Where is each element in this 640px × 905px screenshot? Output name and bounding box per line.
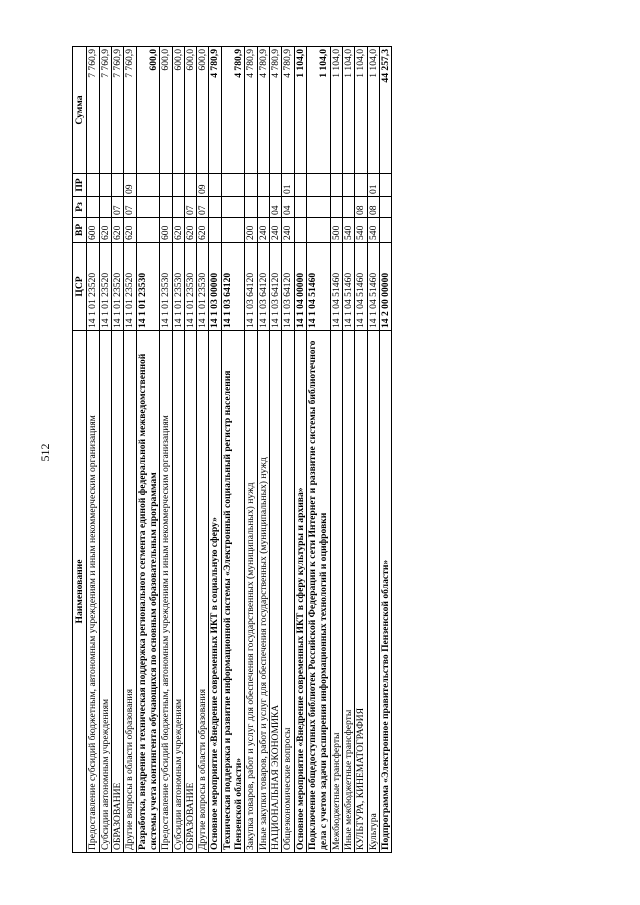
- cell-vr: [209, 218, 221, 243]
- cell-rz: 07: [197, 197, 209, 218]
- cell-vr: 620: [111, 218, 123, 243]
- cell-rz: [136, 197, 160, 218]
- cell-name: Закупка товаров, работ и услуг для обеспечения государственных (муниципальных) нужд: [245, 331, 257, 853]
- cell-pr: [172, 174, 184, 197]
- cell-name: ОБРАЗОВАНИЕ: [184, 331, 196, 853]
- table-row: [172, 47, 184, 853]
- cell-rz: [160, 197, 172, 218]
- cell-sum: 7 760,9: [99, 47, 111, 174]
- cell-name: Другие вопросы в области образования: [197, 331, 209, 853]
- cell-pr: [270, 174, 282, 197]
- cell-pr: [221, 174, 245, 197]
- cell-rz: [99, 197, 111, 218]
- cell-sum: 1 104,0: [355, 47, 367, 174]
- column-header-pr: ПР: [73, 174, 87, 197]
- table-row: [379, 47, 391, 853]
- cell-pr: [294, 174, 306, 197]
- table-row: [87, 47, 99, 853]
- cell-name: КУЛЬТУРА, КИНЕМАТОГРАФИЯ: [355, 331, 367, 853]
- cell-pr: [184, 174, 196, 197]
- cell-pr: [257, 174, 269, 197]
- cell-vr: [221, 218, 245, 243]
- cell-pr: 01: [367, 174, 379, 197]
- cell-name: Субсидии автономным учреждениям: [172, 331, 184, 853]
- cell-vr: 200: [245, 218, 257, 243]
- cell-vr: [379, 218, 391, 243]
- table-row: [184, 47, 196, 853]
- table-row: [197, 47, 209, 853]
- cell-name: ОБРАЗОВАНИЕ: [111, 331, 123, 853]
- cell-csr: 14 1 01 23520: [99, 243, 111, 331]
- table-row: [367, 47, 379, 853]
- cell-rz: [257, 197, 269, 218]
- cell-sum: 600,0: [160, 47, 172, 174]
- cell-vr: [136, 218, 160, 243]
- cell-rz: 08: [367, 197, 379, 218]
- table-row: [136, 47, 160, 853]
- cell-csr: 14 1 01 23530: [136, 243, 160, 331]
- cell-rz: [306, 197, 330, 218]
- cell-vr: 600: [87, 218, 99, 243]
- cell-sum: 1 104,0: [330, 47, 342, 174]
- cell-vr: 600: [160, 218, 172, 243]
- cell-csr: 14 1 04 51460: [306, 243, 330, 331]
- cell-pr: [136, 174, 160, 197]
- cell-name: Разработка, внедрение и техническая поддержка регионального сегмента единой федеральной межведомственной системы учета контингента обучающихся по основным образовательным программам: [136, 331, 160, 853]
- cell-sum: 7 760,9: [124, 47, 136, 174]
- cell-csr: 14 1 01 23530: [197, 243, 209, 331]
- cell-vr: [294, 218, 306, 243]
- cell-sum: 1 104,0: [306, 47, 330, 174]
- page-number: 512: [38, 443, 52, 462]
- cell-rz: [87, 197, 99, 218]
- cell-name: Техническая поддержка и развитие информационной системы «Электронный социальный регистр населения Пензенской области»: [221, 331, 245, 853]
- cell-sum: 1 104,0: [342, 47, 354, 174]
- cell-pr: [111, 174, 123, 197]
- table-row: [124, 47, 136, 853]
- cell-csr: 14 1 03 64120: [257, 243, 269, 331]
- cell-pr: [379, 174, 391, 197]
- cell-vr: 240: [257, 218, 269, 243]
- table-row: [160, 47, 172, 853]
- cell-name: Предоставление субсидий бюджетным, автономным учреждениям и иным некоммерческим организациям: [160, 331, 172, 853]
- cell-rz: [245, 197, 257, 218]
- cell-csr: 14 1 01 23520: [87, 243, 99, 331]
- cell-csr: 14 1 04 00000: [294, 243, 306, 331]
- cell-csr: 14 1 03 64120: [270, 243, 282, 331]
- table-header-row: [73, 47, 87, 853]
- table-row: [282, 47, 294, 853]
- cell-vr: 540: [367, 218, 379, 243]
- cell-pr: 09: [197, 174, 209, 197]
- cell-sum: 600,0: [184, 47, 196, 174]
- cell-sum: 4 780,9: [209, 47, 221, 174]
- cell-pr: [99, 174, 111, 197]
- table-row: [355, 47, 367, 853]
- cell-pr: [87, 174, 99, 197]
- table-body: [87, 47, 392, 853]
- cell-csr: 14 1 03 64120: [245, 243, 257, 331]
- cell-name: Подключение общедоступных библиотек Российской Федерации к сети Интернет и развитие системы библиотечного дела с учетом задачи расширения информационных технологий и оцифровки: [306, 331, 330, 853]
- table-row: [270, 47, 282, 853]
- cell-name: Межбюджетные трансферты: [330, 331, 342, 853]
- cell-rz: 07: [184, 197, 196, 218]
- cell-rz: 07: [111, 197, 123, 218]
- column-header-sum: Сумма: [73, 47, 87, 174]
- cell-pr: [245, 174, 257, 197]
- cell-rz: 07: [124, 197, 136, 218]
- cell-name: Подпрограмма «Электронное правительство Пензенской области»: [379, 331, 391, 853]
- cell-rz: [330, 197, 342, 218]
- cell-vr: 240: [282, 218, 294, 243]
- cell-vr: 620: [124, 218, 136, 243]
- cell-name: Культура: [367, 331, 379, 853]
- table-row: [342, 47, 354, 853]
- cell-csr: 14 1 01 23530: [184, 243, 196, 331]
- cell-csr: 14 1 01 23530: [160, 243, 172, 331]
- table-row: [330, 47, 342, 853]
- table-row: [306, 47, 330, 853]
- cell-sum: 4 780,9: [257, 47, 269, 174]
- budget-table: [72, 46, 392, 853]
- cell-rz: [172, 197, 184, 218]
- cell-rz: [221, 197, 245, 218]
- cell-csr: 14 1 01 23520: [124, 243, 136, 331]
- cell-rz: [379, 197, 391, 218]
- cell-sum: 4 780,9: [270, 47, 282, 174]
- cell-csr: 14 1 03 64120: [221, 243, 245, 331]
- cell-vr: [306, 218, 330, 243]
- cell-pr: [306, 174, 330, 197]
- cell-csr: 14 2 00 00000: [379, 243, 391, 331]
- column-header-rz: Рз: [73, 197, 87, 218]
- cell-pr: [330, 174, 342, 197]
- cell-pr: 01: [282, 174, 294, 197]
- cell-vr: 500: [330, 218, 342, 243]
- cell-name: Другие вопросы в области образования: [124, 331, 136, 853]
- table-row: [294, 47, 306, 853]
- cell-vr: 240: [270, 218, 282, 243]
- cell-sum: 44 257,3: [379, 47, 391, 174]
- cell-sum: 600,0: [197, 47, 209, 174]
- table-row: [209, 47, 221, 853]
- cell-csr: 14 1 01 23530: [172, 243, 184, 331]
- cell-name: Основное мероприятие «Внедрение современных ИКТ в сферу культуры и архива»: [294, 331, 306, 853]
- cell-csr: 14 1 04 51460: [367, 243, 379, 331]
- table-row: [245, 47, 257, 853]
- cell-rz: [294, 197, 306, 218]
- cell-name: Предоставление субсидий бюджетным, автономным учреждениям и иным некоммерческим организациям: [87, 331, 99, 853]
- cell-rz: 08: [355, 197, 367, 218]
- cell-name: НАЦИОНАЛЬНАЯ ЭКОНОМИКА: [270, 331, 282, 853]
- cell-pr: [355, 174, 367, 197]
- cell-vr: 620: [99, 218, 111, 243]
- cell-vr: 620: [197, 218, 209, 243]
- cell-pr: [209, 174, 221, 197]
- column-header-csr: ЦСР: [73, 243, 87, 331]
- cell-csr: 14 1 03 00000: [209, 243, 221, 331]
- cell-pr: 09: [124, 174, 136, 197]
- cell-sum: 600,0: [136, 47, 160, 174]
- cell-vr: 620: [184, 218, 196, 243]
- column-header-name: Наименование: [73, 331, 87, 853]
- cell-rz: 04: [282, 197, 294, 218]
- cell-name: Основное мероприятие «Внедрение современных ИКТ в социальную сферу»: [209, 331, 221, 853]
- cell-sum: 1 104,0: [367, 47, 379, 174]
- cell-vr: 540: [355, 218, 367, 243]
- table-row: [221, 47, 245, 853]
- cell-pr: [342, 174, 354, 197]
- cell-name: Субсидии автономным учреждениям: [99, 331, 111, 853]
- cell-rz: 04: [270, 197, 282, 218]
- cell-vr: 620: [172, 218, 184, 243]
- cell-rz: [342, 197, 354, 218]
- cell-csr: 14 1 03 64120: [282, 243, 294, 331]
- table-row: [257, 47, 269, 853]
- column-header-vr: ВР: [73, 218, 87, 243]
- cell-sum: 7 760,9: [111, 47, 123, 174]
- cell-csr: 14 1 04 51460: [330, 243, 342, 331]
- cell-name: Общеэкономические вопросы: [282, 331, 294, 853]
- cell-sum: 4 780,9: [282, 47, 294, 174]
- cell-sum: 1 104,0: [294, 47, 306, 174]
- cell-csr: 14 1 01 23520: [111, 243, 123, 331]
- cell-name: Иные закупки товаров, работ и услуг для обеспечения государственных (муниципальных) нужд: [257, 331, 269, 853]
- table-row: [111, 47, 123, 853]
- cell-sum: 4 780,9: [245, 47, 257, 174]
- cell-vr: 540: [342, 218, 354, 243]
- cell-name: Иные межбюджетные трансферты: [342, 331, 354, 853]
- cell-csr: 14 1 04 51460: [342, 243, 354, 331]
- cell-sum: 4 780,9: [221, 47, 245, 174]
- cell-csr: 14 1 04 51460: [355, 243, 367, 331]
- table-row: [99, 47, 111, 853]
- cell-sum: 600,0: [172, 47, 184, 174]
- cell-pr: [160, 174, 172, 197]
- cell-sum: 7 760,9: [87, 47, 99, 174]
- cell-rz: [209, 197, 221, 218]
